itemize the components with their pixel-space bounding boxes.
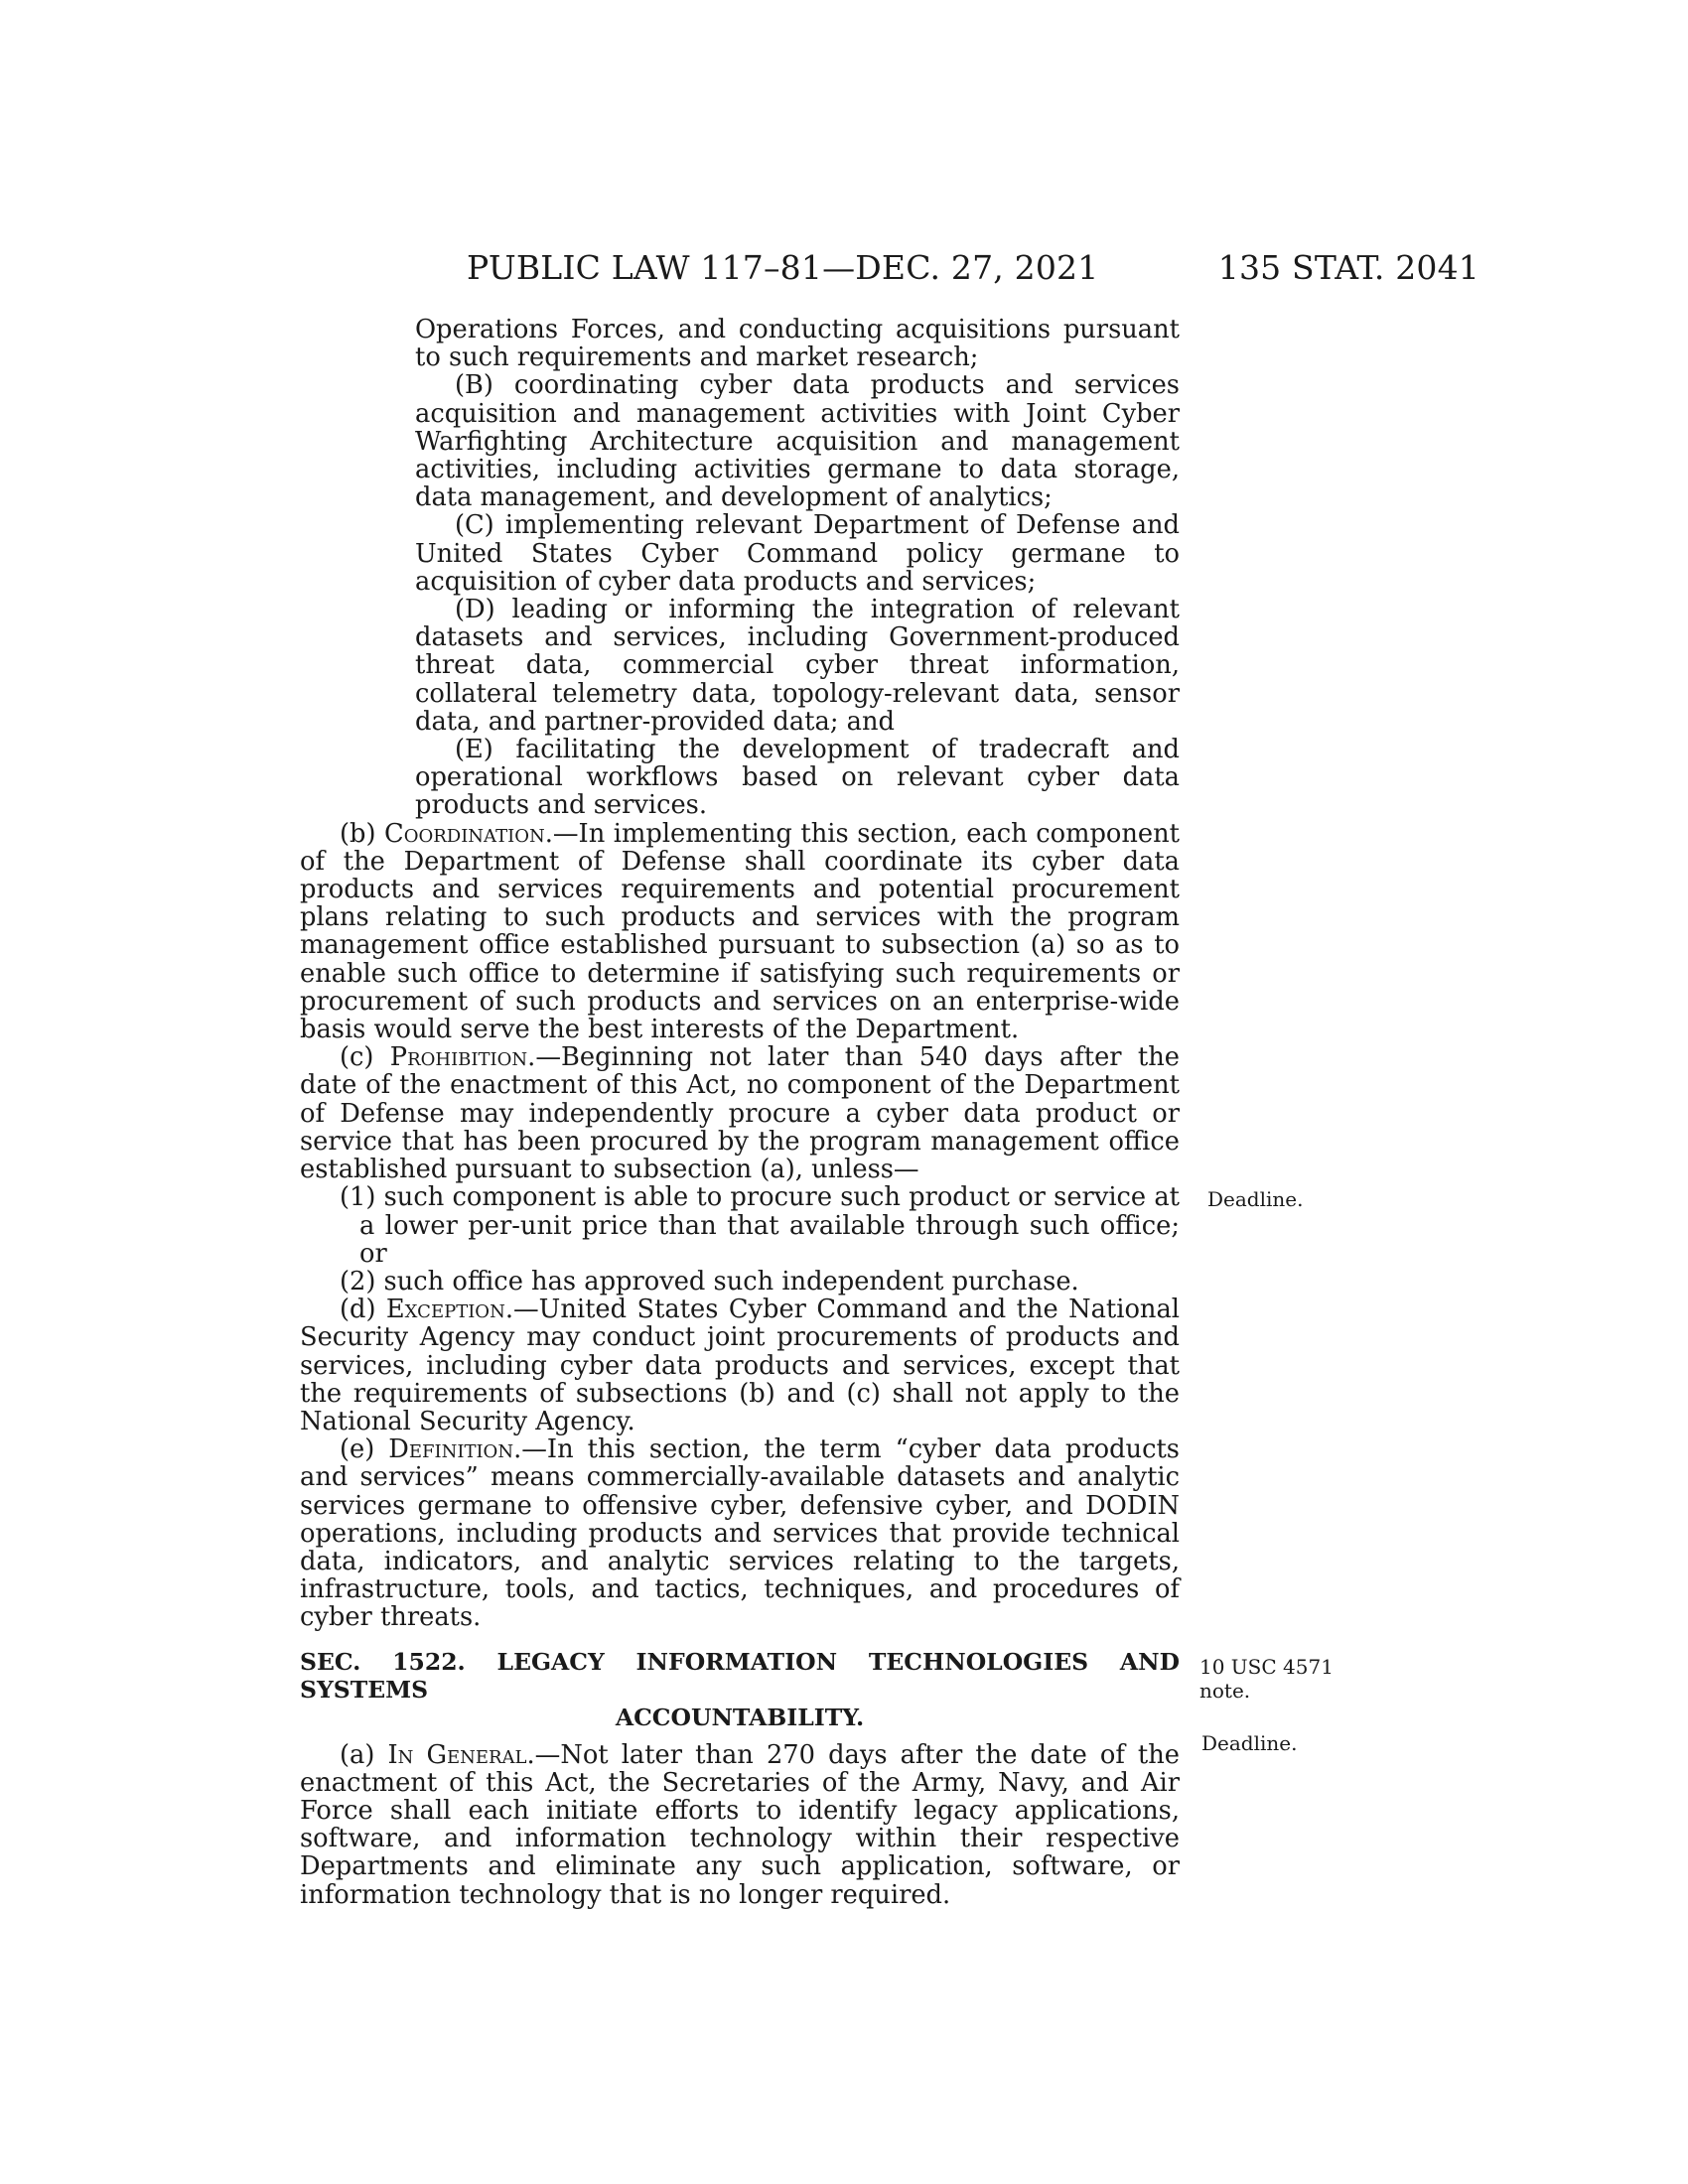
subsection-d-text: .—United States Cyber Command and the National Security Agency may conduct joint procurements of products and services, including cyber data products and services, except that the requirements of subsections (b) and (c) shall not apply to the National Security Agency. [300, 1295, 1180, 1436]
margin-note-deadline-1: Deadline. [1207, 1187, 1304, 1211]
paragraph-B: (B) coordinating cyber data products and services acquisition and management activities with Joint Cyber Warfighting Architecture acquisition and management activities, including activities germane to data storage, data management, and development of analytics; [415, 370, 1180, 513]
subsection-b [300, 820, 1180, 1044]
subsection-d-heading: Exception [385, 1295, 505, 1325]
section-heading-line-2: ACCOUNTABILITY. [615, 1703, 865, 1731]
subsection-d-prefix: (d) [340, 1295, 386, 1325]
subsection-d [300, 1296, 1180, 1435]
subsection-e-text: .—In this section, the term “cyber data products and services” means commercially-available datasets and analytic services germane to offensive cyber, defensive cyber, and DODIN operations, including products and services that provide technical data, indicators, and analytic services relating to the targets, infrastructure, tools, and tactics, techniques, and procedures of cyber threats. [300, 1434, 1180, 1633]
subsection-c-prefix: (c) [340, 1042, 390, 1073]
paragraph-c-2: (2) such office has approved such independent purchase. [340, 1266, 1079, 1297]
page-header [467, 248, 1479, 292]
subsection-e [300, 1435, 1180, 1631]
section-heading [300, 1648, 1180, 1731]
running-title: PUBLIC LAW 117–81—DEC. 27, 2021 [467, 248, 1099, 287]
margin-note-usc-line-1: 10 USC 4571 [1199, 1655, 1334, 1679]
subsection-a-text: .—Not later than 270 days after the date of the enactment of this Act, the Secretaries of the Army, Navy, and Air Force shall each initiate efforts to identify legacy applications, software, and information technology within their respective Departments and eliminate any such application, software, or information technology that is no longer required. [300, 1739, 1180, 1910]
subsection-a [300, 1741, 1180, 1909]
paragraph-D: (D) leading or informing the integration of relevant datasets and services, including Government-produced threat data, commercial cyber threat information, collateral telemetry data, topology-relevant data, sensor data, and partner-provided data; and [415, 595, 1180, 737]
paragraph-E: (E) facilitating the development of tradecraft and operational workflows based on relevant cyber data products and services. [415, 735, 1180, 821]
subsection-c-heading: Prohibition [389, 1042, 528, 1073]
margin-note-usc-line-2: note. [1199, 1679, 1251, 1703]
paragraph-C: (C) implementing relevant Department of Defense and United States Cyber Command policy germane to acquisition of cyber data products and services; [415, 510, 1180, 597]
subsection-e-prefix: (e) [340, 1434, 389, 1465]
paragraph-a-continuation: Operations Forces, and conducting acquisitions pursuant to such requirements and market research; [415, 315, 1180, 373]
margin-note-deadline-2: Deadline. [1201, 1731, 1298, 1755]
subsection-a-prefix: (a) [340, 1739, 388, 1770]
paragraph-c-1: (1) such component is able to procure such product or service at a lower per-unit price than that available through such office; or [340, 1182, 1180, 1269]
subsection-b-heading: Coordination [384, 818, 545, 849]
subsection-c [300, 1043, 1180, 1183]
subsection-c-text: .—Beginning not later than 540 days after the date of the enactment of this Act, no component of the Department of Defense may independently procure a cyber data product or service that has been procured by the program management office established pursuant to subsection (a), unless— [300, 1042, 1180, 1185]
body-text [300, 316, 1180, 1909]
subsection-e-heading: Definition [388, 1434, 514, 1465]
subsection-a-heading: In General [387, 1739, 527, 1770]
subsection-b-prefix: (b) [340, 818, 385, 849]
stat-page-number: 135 STAT. 2041 [1217, 248, 1479, 287]
section-heading-line-1: SEC. 1522. LEGACY INFORMATION TECHNOLOGIES AND SYSTEMS [300, 1647, 1180, 1704]
subsection-b-text: .—In implementing this section, each component of the Department of Defense shall coordinate its cyber data products and services requirements and potential procurement plans relating to such products and services with the program management office established pursuant to subsection (a) so as to enable such office to determine if satisfying such requirements or procurement of such products and services on an enterprise-wide basis would serve the best interests of the Department. [300, 818, 1181, 1045]
